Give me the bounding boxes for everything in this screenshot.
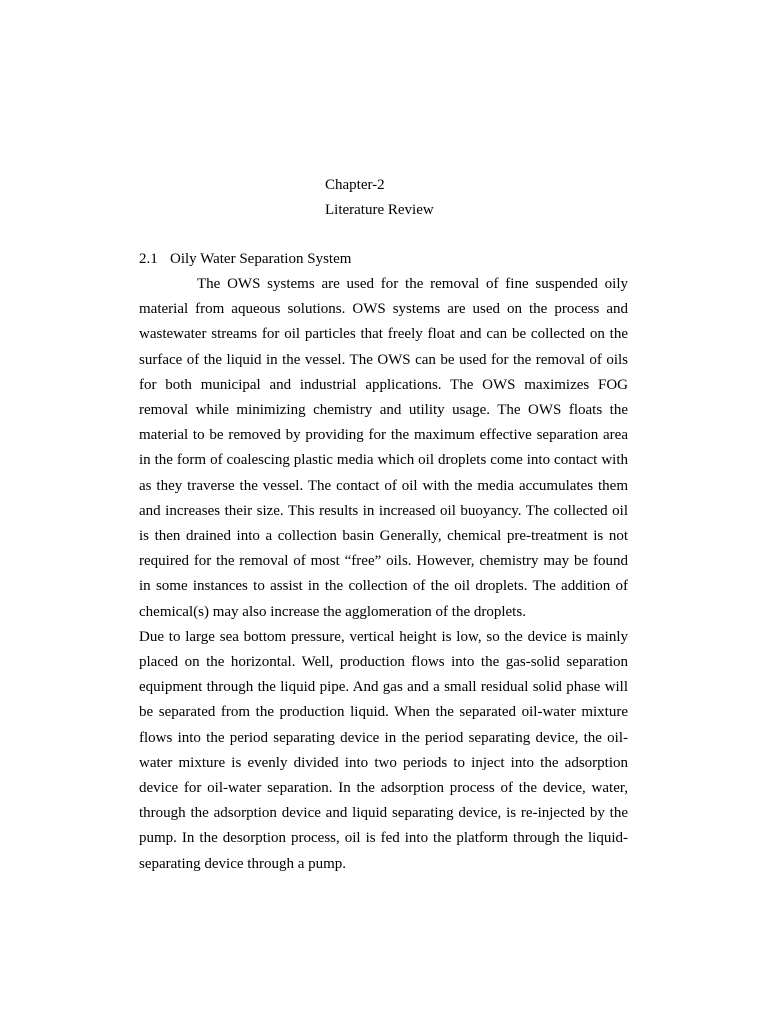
chapter-title: Literature Review [325,202,434,218]
section-number: 2.1 [139,251,158,267]
section-title: Oily Water Separation System [170,251,352,267]
paragraph-ows-overview: The OWS systems are used for the removal of fine suspended oily material from aqueous solutions. OWS systems are used on the process and wastewater streams for oil particles that freely float and can be collected on the surface of the liquid in the vessel. The OWS can be used for the removal of oils for both municipal and industrial applications. The OWS maximizes FOG removal while minimizing chemistry and utility usage. The OWS floats the material to be removed by providing for the maximum effective separation area in the form of coalescing plastic media which oil droplets come into contact with as they traverse the vessel. The contact of oil with the media accumulates them and increases their size. This results in increased oil buoyancy. The collected oil is then drained into a collection basin Generally, chemical pre-treatment is not required for the removal of most “free” oils. However, chemistry may be found in some instances to assist in the collection of the oil droplets. The addition of chemical(s) may also increase the agglomeration of the droplets. [139,276,628,620]
chapter-heading [325,173,434,223]
chapter-number: Chapter-2 [325,177,385,193]
paragraph-subsea-device: Due to large sea bottom pressure, vertical height is low, so the device is mainly placed on the horizontal. Well, production flows into the gas-solid separation equipment through the liquid pipe. And gas and a small residual solid phase will be separated from the production liquid. When the separated oil-water mixture flows into the period separating device in the period separating device, the oil-water mixture is evenly divided into two periods to inject into the adsorption device for oil-water separation. In the adsorption process of the device, water, through the adsorption device and liquid separating device, is re-injected by the pump. In the desorption process, oil is fed into the platform through the liquid-separating device through a pump. [139,628,628,872]
section-heading [139,248,351,270]
body-text [139,272,628,877]
